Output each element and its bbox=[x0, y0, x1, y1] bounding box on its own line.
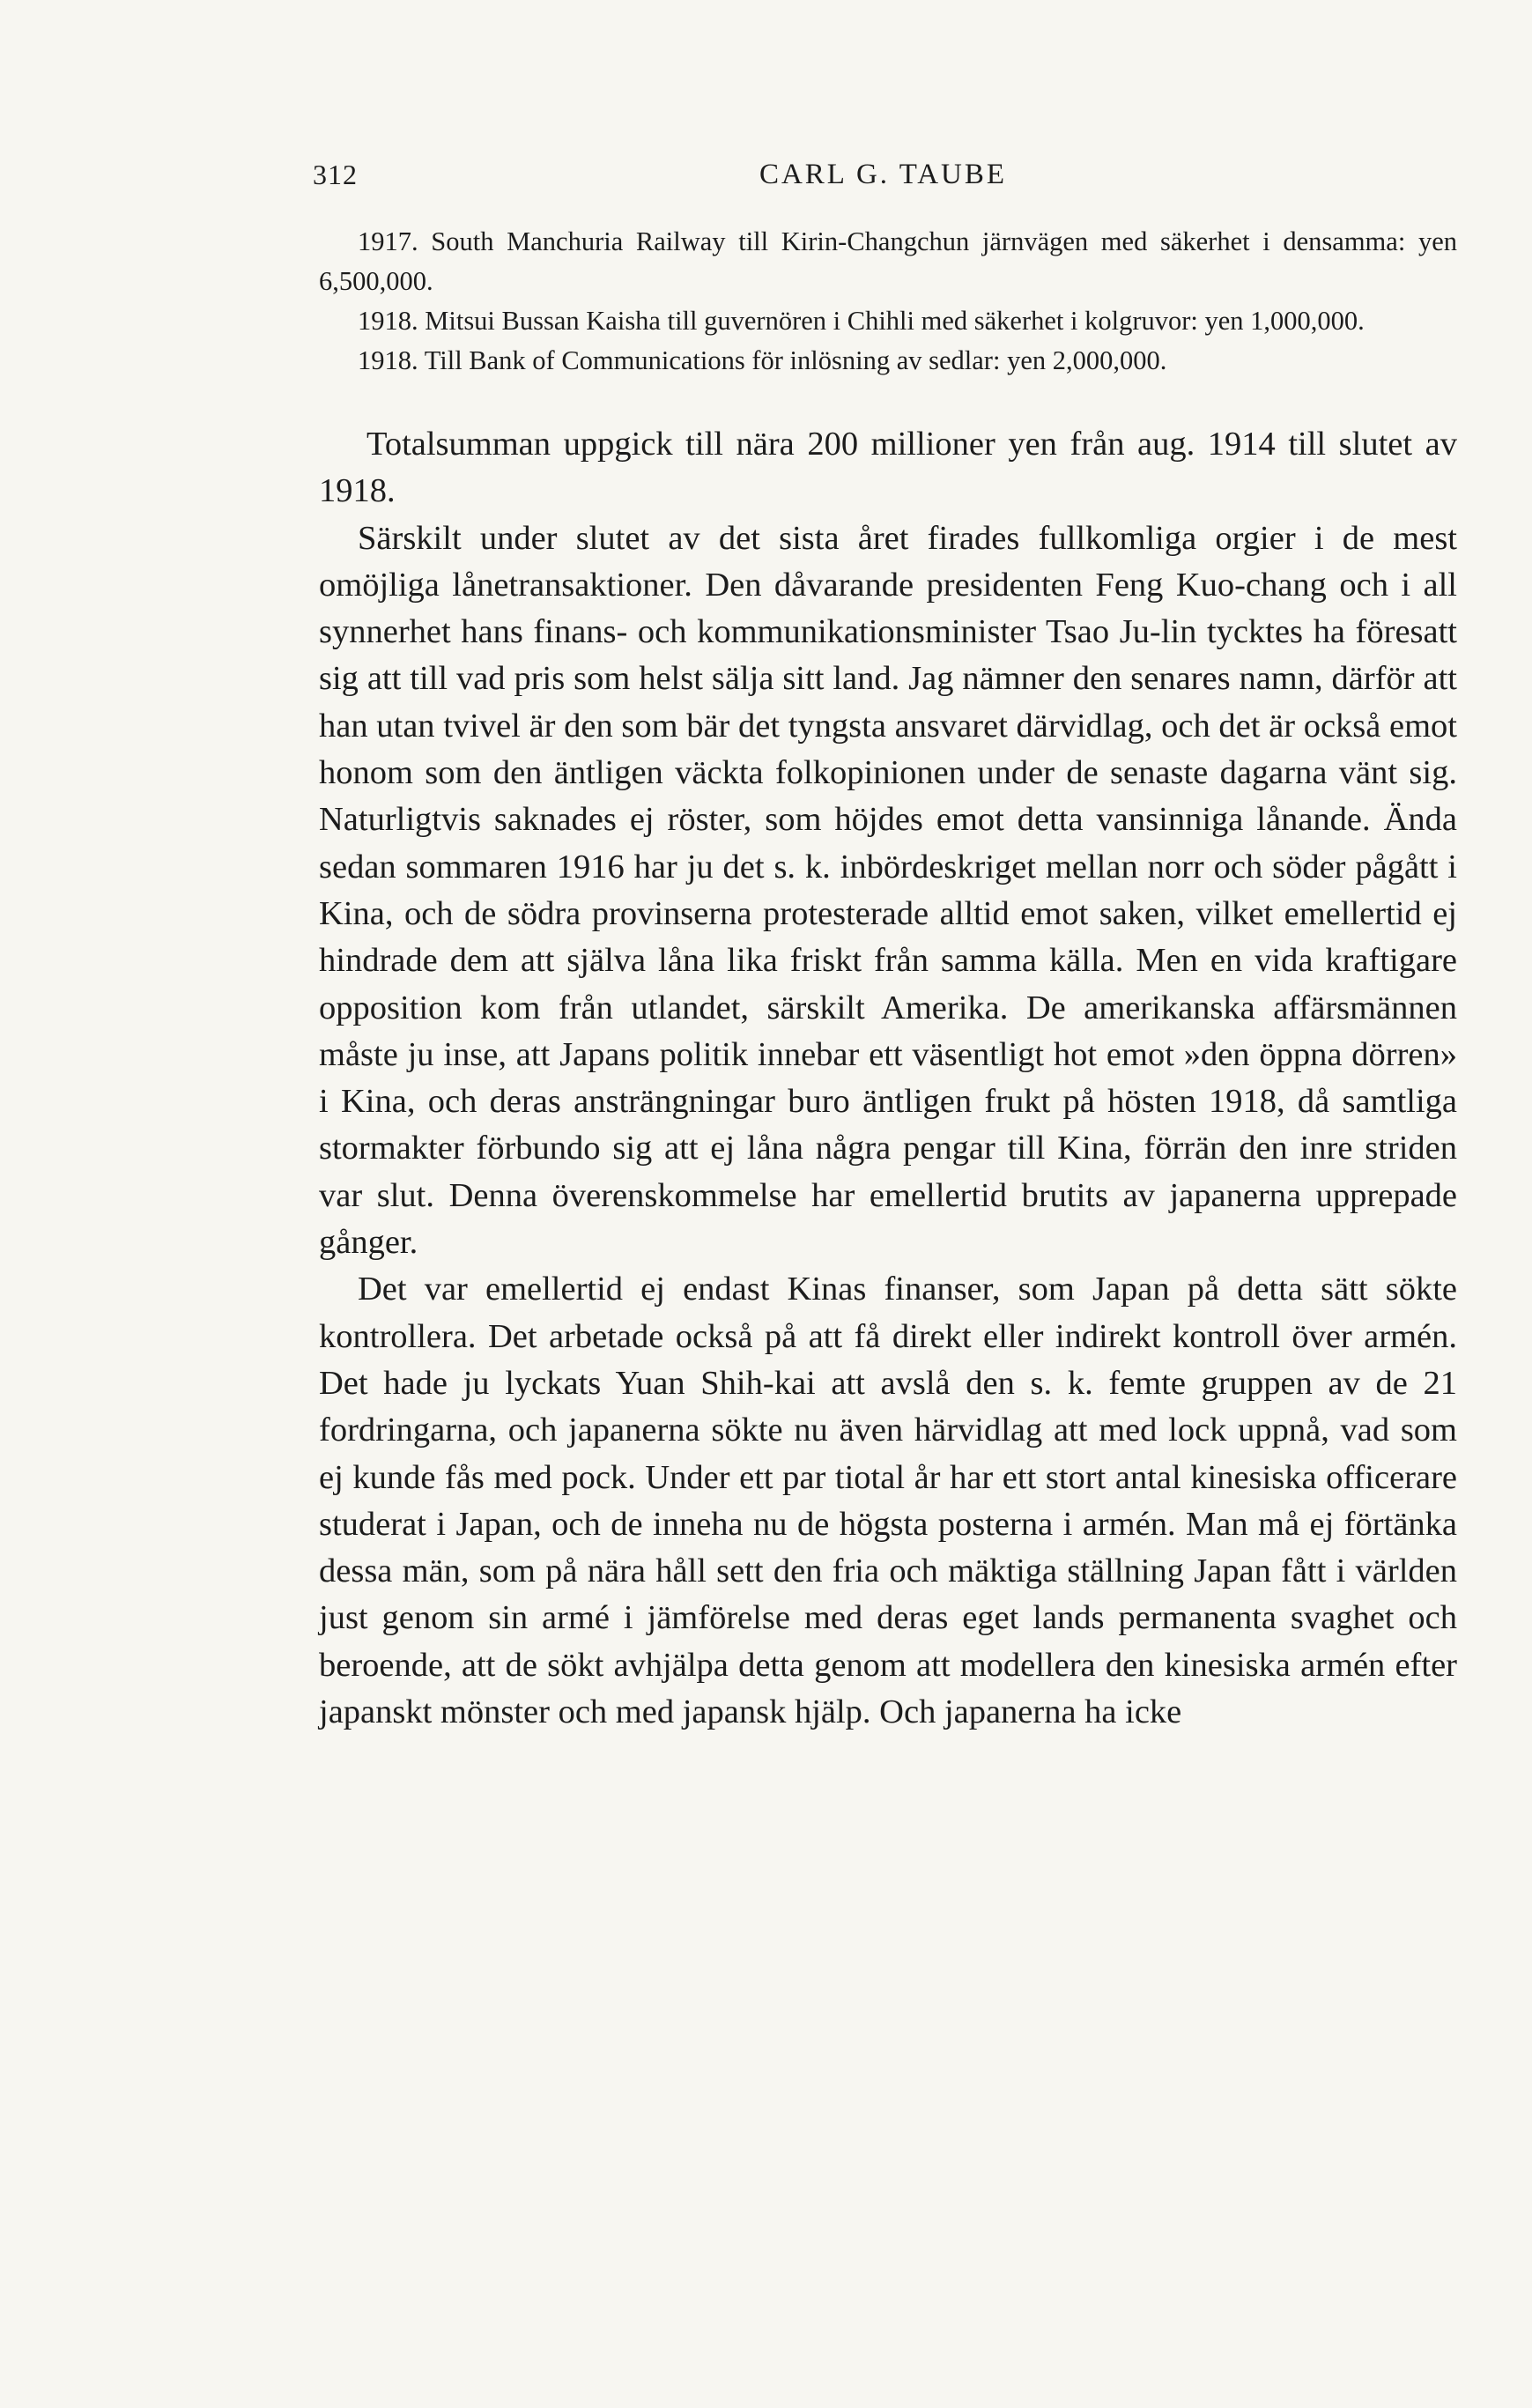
paragraph: Totalsumman uppgick till nära 200 millioner yen från aug. 1914 till slutet av 1918. bbox=[319, 426, 1457, 510]
paragraph: Särskilt under slutet av det sista året firades fullkomliga orgier i de mest omöjliga lånetransaktioner. Den dåvarande presidenten Feng Kuo-chang och i all synnerhet hans finans- och kommunikationsminister Tsao Ju-lin tycktes ha föresatt sig att till vad pris som helst sälja sitt land. Jag nämner den senares namn, därför att han utan tvivel är den som bär det tyngsta ansvaret därvidlag, och det är också emot honom som den äntligen väckta folkopinionen under de senaste dagarna vänt sig. Naturligtvis saknades ej röster, som höjdes emot detta vansinniga lånande. Ända sedan sommaren 1916 har ju det s. k. inbördeskriget mellan norr och söder pågått i Kina, och de södra provinserna protesterade alltid emot saken, vilket emellertid ej hindrade dem att själva låna lika friskt från samma källa. Men en vida kraftigare opposition kom från utlandet, särskilt Amerika. De amerikanska affärsmännen måste ju inse, att Japans politik innebar ett väsentligt hot emot »den öppna dörren» i Kina, och deras ansträngningar buro äntligen frukt på hösten 1918, då samtliga stormakter förbundo sig att ej låna några pengar till Kina, förrän den inre striden var slut. Denna överenskommelse har emellertid brutits av japanerna upprepade gånger. bbox=[319, 519, 1457, 1262]
paragraph: Det var emellertid ej endast Kinas finanser, som Japan på detta sätt sökte kontrollera. Det arbetade också på att få direkt eller indirekt kontroll över armén. Det hade ju lyckats Yuan Shih-kai att avslå den s. k. femte gruppen av de 21 fordringarna, och japanerna sökte nu även härvidlag att med lock uppnå, vad som ej kunde fås med pock. Under ett par tiotal år har ett stort antal kinesiska officerare studerat i Japan, och de inneha nu de högsta posterna i armén. Man må ej förtänka dessa män, som på nära håll sett den fria och mäktiga ställning Japan fått i världen just genom sin armé i jämförelse med deras eget lands permanenta svaghet och beroende, att de sökt avhjälpa detta genom att modellera den kinesiska armén efter japanskt mönster och med japansk hjälp. Och japanerna ha icke bbox=[319, 1271, 1457, 1731]
loan-entry: 1918. Mitsui Bussan Kaisha till guvernören i Chihli med säkerhet i kolgruvor: yen 1,000,000. bbox=[358, 306, 1365, 336]
loan-list bbox=[319, 222, 1457, 381]
loan-entry: 1917. South Manchuria Railway till Kirin-Changchun järnvägen med säkerhet i densamma: yen 6,500,000. bbox=[319, 226, 1457, 296]
running-title: CARL G. TAUBE bbox=[759, 159, 1008, 190]
page-number: 312 bbox=[313, 159, 358, 190]
loan-entry: 1918. Till Bank of Communications för inlösning av sedlar: yen 2,000,000. bbox=[358, 345, 1167, 375]
page-header bbox=[313, 159, 1454, 203]
body-text bbox=[319, 421, 1457, 1736]
